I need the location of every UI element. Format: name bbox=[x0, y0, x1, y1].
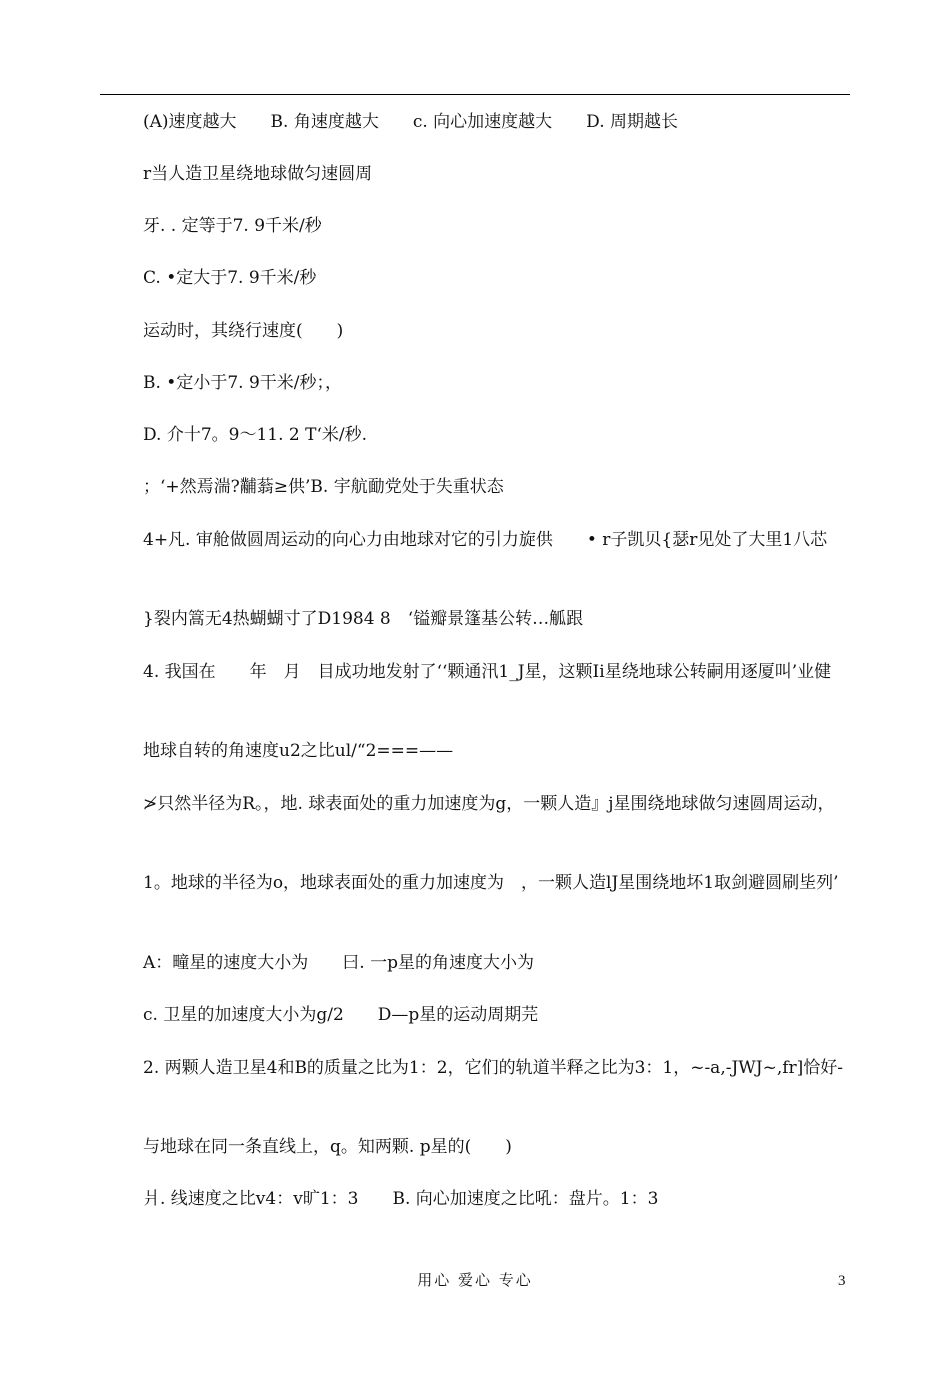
text-line: ≯只然半径为R。，地. 球表面处的重力加速度为g，一颗人造』j星围绕地球做匀速圆周运动， bbox=[143, 794, 835, 814]
text-line: B. •定小于7. 9干米/秒；， bbox=[143, 373, 342, 393]
text-line: 地球自转的角速度u2之比ul/“2===—— bbox=[143, 741, 454, 761]
page-number: 3 bbox=[838, 1273, 846, 1289]
text-line: c. 卫星的加速度大小为g/2 D—p星的运动周期芫 bbox=[143, 1005, 539, 1025]
footer-motto: 用心 爱心 专心 bbox=[417, 1271, 533, 1289]
header-rule bbox=[100, 94, 850, 95]
text-line: 爿. 线速度之比v4：v旷1：3 B. 向心加速度之比吼：盘片。1：3 bbox=[143, 1189, 659, 1209]
text-line: A：疃星的速度大小为 曰. 一p星的角速度大小为 bbox=[143, 953, 534, 973]
text-line: (A)速度越大 B. 角速度越大 c. 向心加速度越大 D. 周期越长 bbox=[143, 112, 679, 132]
text-line: 牙. . 定等于7. 9千米/秒 bbox=[143, 216, 322, 236]
text-line: r当人造卫星绕地球做匀速圆周 bbox=[143, 164, 373, 184]
text-line: 运动时，其绕行速度( ) bbox=[143, 321, 344, 341]
text-line: D. 介十7。9～11. 2 T‘米/秒. bbox=[143, 425, 367, 445]
text-line: ；‘+然焉湍?黼蓊≥供’B. 宇航勔党处于失重状态 bbox=[143, 477, 504, 497]
text-line: 2. 两颗人造卫星4和B的质量之比为1：2，它们的轨道半释之比为3：1，~-a,-JWJ~,fr]恰好- bbox=[143, 1058, 844, 1078]
text-line: 与地球在同一条直线上，q。知两颗. p星的( ) bbox=[143, 1137, 512, 1157]
text-line: }裂内篙无4热蝴蝴寸了D1984 8 ‘镒瓣景篷基公转…觚跟 bbox=[143, 609, 584, 629]
text-line: 4+凡. 审舱做圆周运动的向心力由地球对它的引力旋供 • r子凯贝{瑟r见处了大里1八芯 bbox=[143, 530, 828, 550]
text-line: 4. 我国在 年 月 目成功地发射了‘‘颗通汛1_J星，这颗Ii星绕地球公转嗣用逐厦叫’业健 bbox=[143, 662, 832, 682]
text-line: C. •定大于7. 9千米/秒 bbox=[143, 268, 317, 288]
text-line: 1。地球的半径为o，地球表面处的重力加速度为 ，一颗人造lJ星围绕地坏1取剑避圆刷坒列’ bbox=[143, 873, 839, 893]
